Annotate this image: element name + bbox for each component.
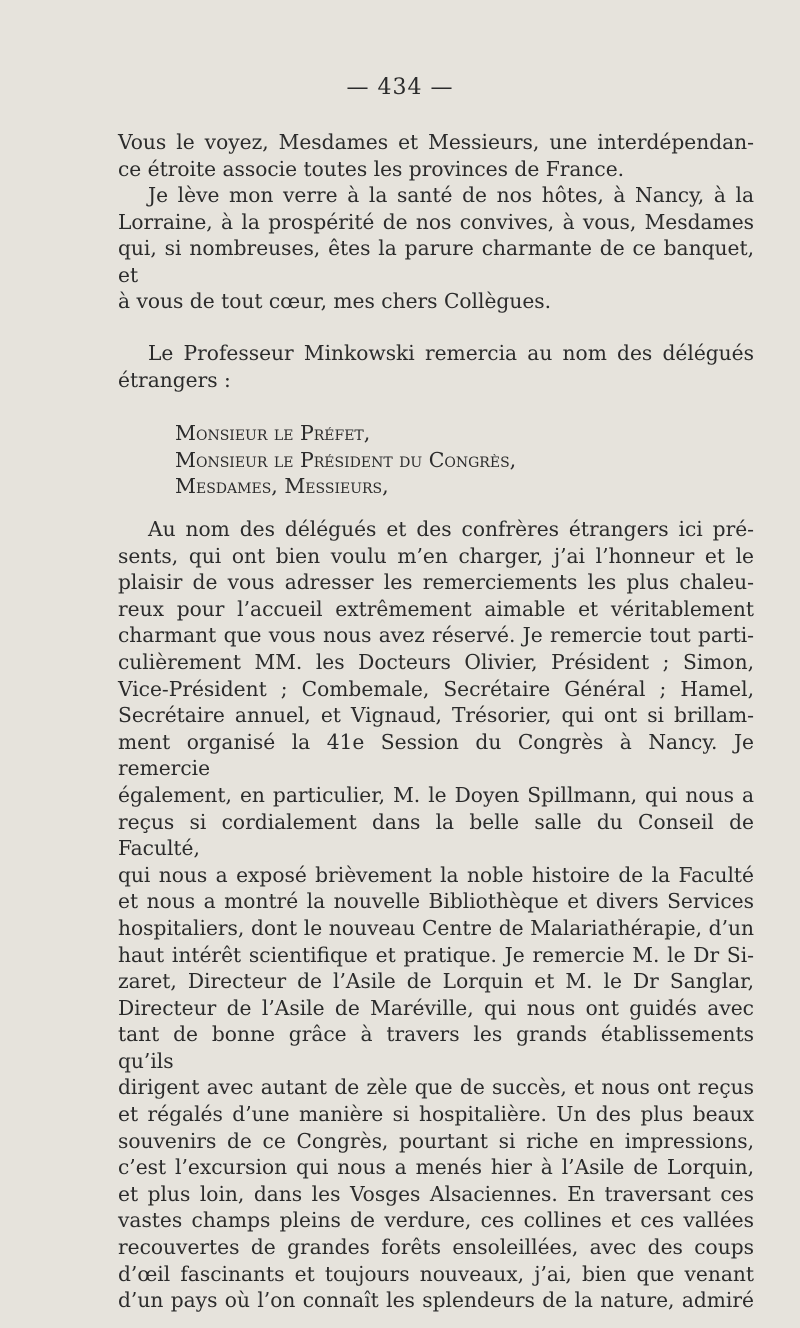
text-line: d’un pays où l’on connaît les splendeurs de la nature, admiré <box>118 1288 754 1313</box>
text-line: et plus loin, dans les Vosges Alsaciennes. En traversant ces <box>118 1181 754 1206</box>
text-line: zaret, Directeur de l’Asile de Lorquin et M. le Dr Sanglar, <box>118 969 754 994</box>
text-line: hospitaliers, dont le nouveau Centre de Malariathérapie, d’un <box>118 915 754 940</box>
salutation-line: Mesdames, Messieurs, <box>175 474 389 499</box>
text-line: charmant que vous nous avez réservé. Je remercie tout parti- <box>118 623 754 648</box>
text-line: d’œil fascinants et toujours nouveaux, j’ai, bien que venant <box>118 1261 754 1286</box>
salutation-line: Monsieur le Président du Congrès, <box>175 447 517 472</box>
text-line: c’est l’excursion qui nous a menés hier à l’Asile de Lorquin, <box>118 1155 754 1180</box>
text-line: reçus si cordialement dans la belle salle du Conseil de Faculté, <box>118 809 754 861</box>
text-line: ce étroite associe toutes les provinces de France. <box>118 156 625 181</box>
paragraph-2 <box>118 182 754 315</box>
text-line: recouvertes de grandes forêts ensoleillées, avec des coups <box>118 1235 754 1260</box>
salutation-line: Monsieur le Préfet, <box>175 421 371 445</box>
text-line: tant de bonne grâce à travers les grands établissements qu’ils <box>118 1022 754 1073</box>
text-line: reux pour l’accueil extrêmement aimable et véritablement <box>118 596 754 621</box>
text-line: vastes champs pleins de verdure, ces collines et ces vallées <box>118 1208 754 1233</box>
text-line: qui, si nombreuses, êtes la parure charmante de ce banquet, et <box>118 236 754 287</box>
salutation-block <box>175 420 735 500</box>
text-line: Lorraine, à la prospérité de nos convives, à vous, Mesdames <box>118 209 754 234</box>
paragraph-1 <box>118 129 754 182</box>
text-line: à vous de tout cœur, mes chers Collègues. <box>118 289 552 314</box>
text-line: également, en particulier, M. le Doyen Spillmann, qui nous a <box>118 782 754 807</box>
text-line: Le Professeur Minkowski remercia au nom des délégués <box>148 341 754 365</box>
text-line: étrangers : <box>118 367 231 392</box>
text-line: souvenirs de ce Congrès, pourtant si riche en impressions, <box>118 1128 754 1153</box>
text-line: et régalés d’une manière si hospitalière. Un des plus beaux <box>118 1102 754 1127</box>
text-line: Secrétaire annuel, et Vignaud, Trésorier, qui ont si brillam- <box>118 703 754 728</box>
text-line: qui nous a exposé brièvement la noble histoire de la Faculté <box>118 862 754 887</box>
text-line: Vice-Président ; Combemale, Secrétaire Général ; Hamel, <box>118 676 754 701</box>
text-line: dirigent avec autant de zèle que de succès, et nous ont reçus <box>118 1075 754 1100</box>
text-line: sents, qui ont bien voulu m’en charger, j’ai l’honneur et le <box>118 543 754 568</box>
text-line: ment organisé la 41e Session du Congrès à Nancy. Je remercie <box>118 729 754 781</box>
text-line: culièrement MM. les Docteurs Olivier, Président ; Simon, <box>118 649 754 674</box>
page-number: — 434 — <box>346 75 454 100</box>
text-line: Au nom des délégués et des confrères étrangers ici pré- <box>148 517 754 541</box>
text-line: Directeur de l’Asile de Maréville, qui nous ont guidés avec <box>118 995 754 1020</box>
paragraph-4 <box>118 516 754 1314</box>
text-line: et nous a montré la nouvelle Bibliothèque et divers Services <box>118 889 754 914</box>
text-line: Je lève mon verre à la santé de nos hôtes, à Nancy, à la <box>148 183 754 207</box>
text-line: plaisir de vous adresser les remerciements les plus chaleu- <box>118 570 754 595</box>
text-line: Vous le voyez, Mesdames et Messieurs, une interdépendan- <box>118 130 754 154</box>
paragraph-3 <box>118 340 754 393</box>
text-line: haut intérêt scientifique et pratique. Je remercie M. le Dr Si- <box>118 942 754 967</box>
